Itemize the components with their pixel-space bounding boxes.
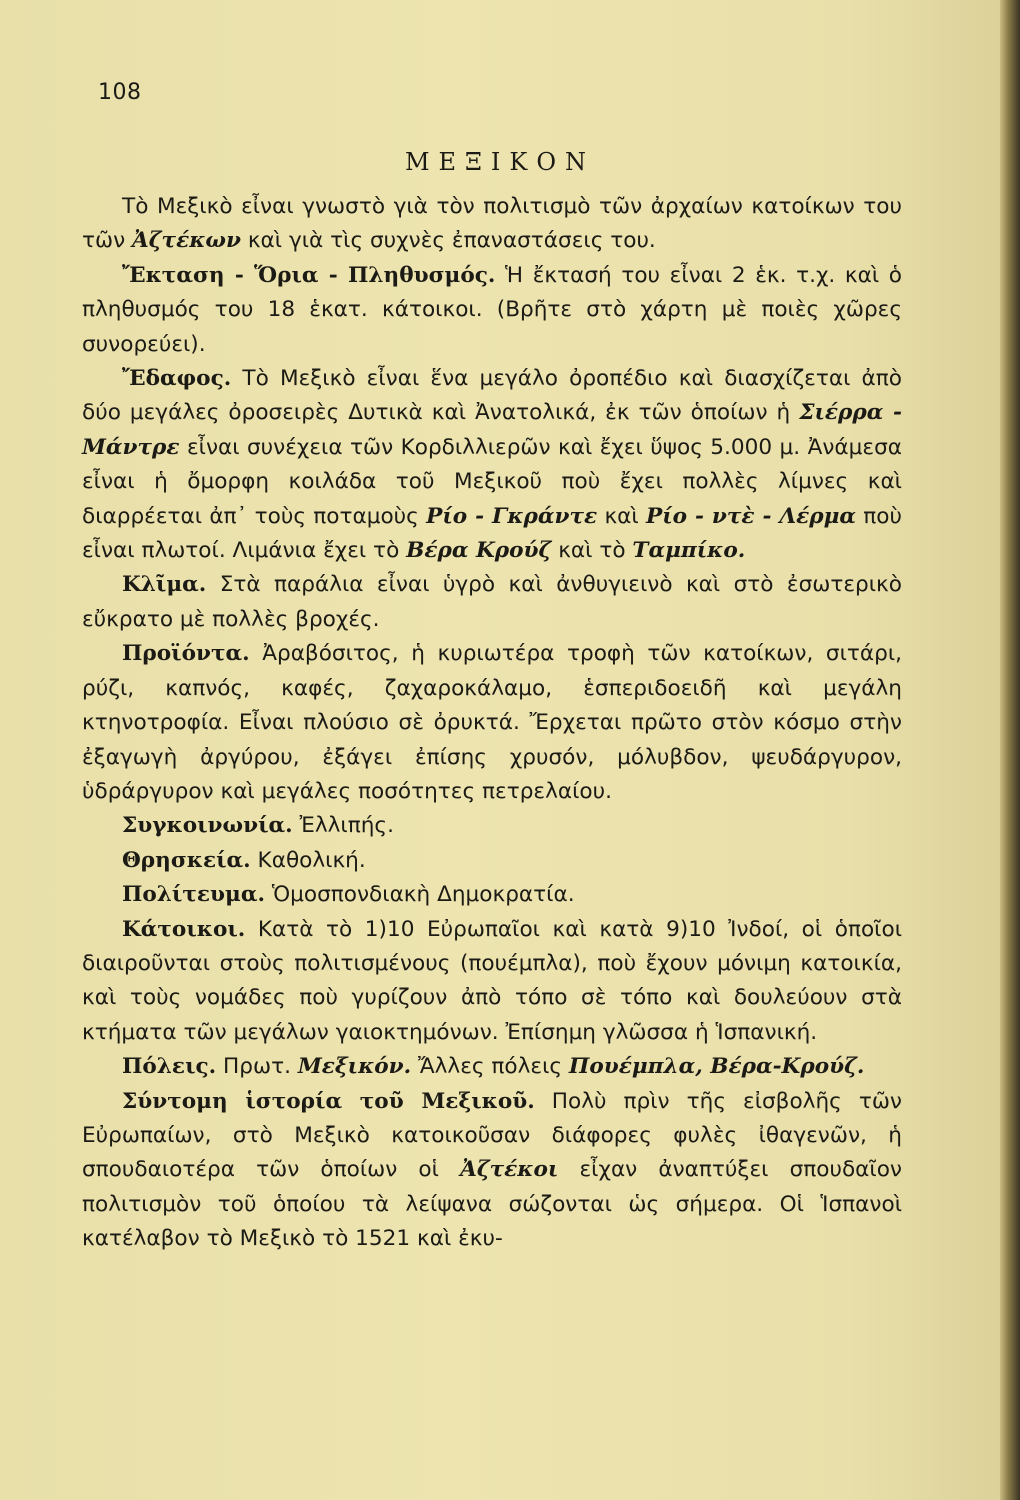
text-run: Πρωτ. <box>216 1054 298 1080</box>
emphasized-name: Ρίο - Γκράντε <box>426 503 598 529</box>
paragraph <box>82 259 902 362</box>
section-heading: Πόλεις. <box>122 1054 217 1080</box>
page-number: 108 <box>98 80 142 105</box>
emphasized-name: Σιέρρα - Μάντρε <box>82 400 902 460</box>
paragraph <box>82 1085 902 1257</box>
section-heading: Σύντομη ἱστορία τοῦ Μεξικοῦ. <box>122 1088 535 1114</box>
emphasized-name: Ρίο - ντὲ - Λέρμα <box>645 503 857 529</box>
text-run: καὶ τὸ <box>551 538 633 564</box>
paragraph <box>82 1050 902 1084</box>
section-heading: Θρησκεία. <box>122 847 251 873</box>
text-run: Τὸ Μεξικὸ εἶναι ἕνα μεγάλο ὀροπέδιο καὶ διασχίζεται ἀπὸ δύο μεγάλες ὀροσειρὲς Δυτικὰ καὶ Ἀνατολικά, ἐκ τῶν ὁποίων ἡ <box>82 366 902 426</box>
paragraph <box>82 844 902 878</box>
paragraph <box>82 362 902 568</box>
text-run: Ἄλλες πόλεις <box>411 1054 569 1080</box>
section-heading: Πολίτευμα. <box>122 882 265 908</box>
text-run: Ἐλλιπής. <box>292 813 394 839</box>
emphasized-name: Πουέμπλα, Βέρα-Κρούζ. <box>568 1054 865 1080</box>
text-run: Ἡ ἔκτασή του εἶναι 2 ἑκ. τ.χ. καὶ ὁ πληθυσμός του 18 ἑκατ. κάτοικοι. (Βρῆτε στὸ χάρτη μὲ ποιὲς χῶρες συνορεύει). <box>82 262 902 357</box>
paragraph <box>82 637 902 809</box>
text-run: ποὺ εἶναι πλωτοί. Λιμάνια ἔχει τὸ <box>82 503 902 564</box>
paragraph <box>82 568 902 637</box>
text-run: Ἀραβόσιτος, ἡ κυριωτέρα τροφὴ τῶν κατοίκων, σιτάρι, ρύζι, καπνός, καφές, ζαχαροκάλαμο, ἑσπεριδοειδῆ καὶ μεγάλη κτηνοτροφία. Εἶναι πλούσιο σὲ ὀρυκτά. Ἔρχεται πρῶτο στὸν κόσμο στὴν ἐξαγωγὴ ἀργύρου, ἐξάγει ἐπίσης χρυσόν, μόλυβδον, ψευδάργυρον, ὑδράργυρον καὶ μεγάλες ποσότητες πετρελαίου. <box>82 641 902 804</box>
binding-edge <box>1000 0 1020 1500</box>
text-run: εἶχαν ἀναπτύξει σπουδαῖον πολιτισμὸν τοῦ ὁποίου τὰ λείψανα σώζονται ὡς σήμερα. Οἱ Ἱσπανοὶ κατέλαβον τὸ Μεξικὸ τὸ 1521 καὶ ἐκυ- <box>82 1157 902 1252</box>
emphasized-name: Βέρα Κρούζ <box>406 538 552 564</box>
paragraph <box>82 878 902 912</box>
text-run: Στὰ παράλια εἶναι ὑγρὸ καὶ ἀνθυγιεινὸ καὶ στὸ ἐσωτερικὸ εὔκρατο μὲ πολλὲς βροχές. <box>82 572 902 632</box>
section-heading: Συγκοινωνία. <box>122 813 293 839</box>
text-run: Ὁμοσπονδιακὴ Δημοκρατία. <box>264 882 575 908</box>
emphasized-name: Ταμπίκο. <box>632 538 746 564</box>
emphasized-name: Ἀζτέκων <box>132 228 241 254</box>
text-run: καὶ γιὰ τὶς συχνὲς ἐπαναστάσεις του. <box>240 228 656 254</box>
emphasized-name: Ἀζτέκοι <box>460 1157 559 1183</box>
page-title: ΜΕΞΙΚΟΝ <box>404 148 596 176</box>
paragraph <box>82 190 902 259</box>
text-run: καὶ <box>597 503 646 529</box>
section-heading: Προϊόντα. <box>122 641 250 667</box>
section-heading: Ἔκταση - Ὅρια - Πληθυσμός. <box>122 262 496 288</box>
paragraph <box>82 913 902 1051</box>
text-run: εἶναι συνέχεια τῶν Κορδιλλιερῶν καὶ ἔχει ὕψος 5.000 μ. Ἀνάμεσα εἶναι ἡ ὄμορφη κοιλάδα τοῦ Μεξικοῦ ποὺ ἔχει πολλὲς λίμνες καὶ διαρρέεται ἀπ᾽ τοὺς ποταμοὺς <box>82 434 902 529</box>
text-run: Πολὺ πρὶν τῆς εἰσβολῆς τῶν Εὐρωπαίων, στὸ Μεξικὸ κατοικοῦσαν διάφορες φυλὲς ἰθαγενῶν, ἡ σπουδαιοτέρα τῶν ὁποίων οἱ <box>82 1088 902 1183</box>
section-heading: Κλῖμα. <box>122 572 207 598</box>
paragraph <box>82 809 902 843</box>
section-heading: Ἔδαφος. <box>122 366 232 392</box>
section-heading: Κάτοικοι. <box>122 916 246 942</box>
text-run: Καθολική. <box>250 847 366 873</box>
article-body <box>82 190 902 1257</box>
text-run: Τὸ Μεξικὸ εἶναι γνωστὸ γιὰ τὸν πολιτισμὸ τῶν ἀρχαίων κατοίκων του τῶν <box>82 194 902 254</box>
emphasized-name: Μεξικόν. <box>297 1054 412 1080</box>
text-run: Κατὰ τὸ 1)10 Εὐρωπαῖοι καὶ κατὰ 9)10 Ἰνδοί, οἱ ὁποῖοι διαιροῦνται στοὺς πολιτισμένους (πουέμπλα), ποὺ ἔχουν μόνιμη κατοικία, καὶ τοὺς νομάδες ποὺ γυρίζουν ἀπὸ τόπο σὲ τόπο καὶ δουλεύουν στὰ κτήματα τῶν μεγάλων γαιοκτημόνων. Ἐπίσημη γλῶσσα ἡ Ἱσπανική. <box>82 916 902 1045</box>
